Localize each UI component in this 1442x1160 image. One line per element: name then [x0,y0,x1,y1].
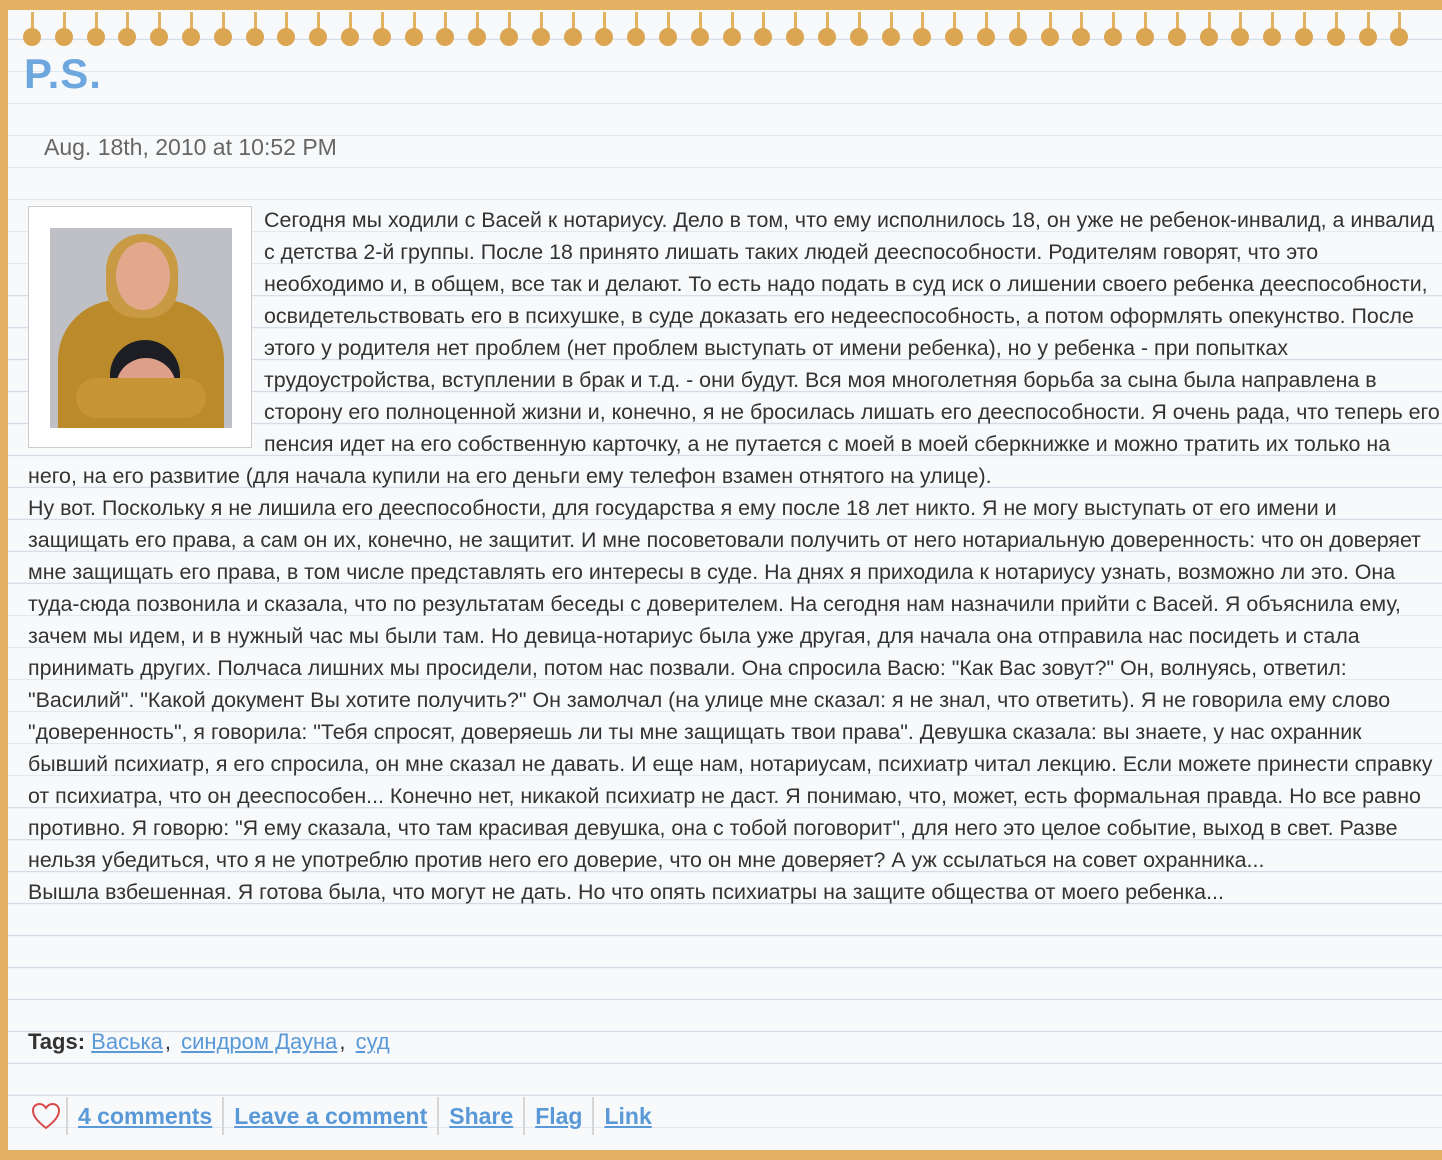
post-date: Aug. 18th, 2010 at 10:52 PM [44,134,337,160]
tag-link[interactable]: синдром Дауна [181,1029,338,1054]
binder-hole [1262,12,1282,48]
binder-hole [722,12,742,48]
post-paragraph: Вышла взбешенная. Я готова была, что могут не дать. Но что опять психиатры на защите общества от моего ребенка... [28,880,1224,904]
binder-hole [849,12,869,48]
tag-separator: , [339,1029,346,1054]
binder-hole [976,12,996,48]
binder-hole [276,12,296,48]
binder-hole [86,12,106,48]
binder-hole [531,12,551,48]
permalink-link[interactable]: Link [592,1097,661,1135]
binder-hole [181,12,201,48]
binder-hole [1008,12,1028,48]
binder-hole [658,12,678,48]
binder-hole [1230,12,1250,48]
heart-outline-icon[interactable] [26,1096,66,1136]
post-paragraph: Сегодня мы ходили с Васей к нотариусу. Дело в том, что ему исполнилось 18, он уже не ребенок-инвалид, а инвалид с детства 2-й группы. После 18 принято лишать таких людей дееспособности. Родителям говорят, что это необходимо и, в общем, все так и делают. То есть надо подать в суд иск о лишении своего ребенка дееспособности, освидетельствовать его в психушке, в суде доказать его недееспособность, а потом оформлять опекунство. После этого у родителя нет проблем (нет проблем выступать от имени ребенка), но у ребенка - при попытках трудоустройства, вступлении в брак и т.д. - они будут. Вся моя многолетняя борьба за сына была направлена в сторону его полноценной жизни и, конечно, я не бросилась лишать его дееспособности. Я очень рада, что теперь его пенсия идет на его собственную карточку, а не путается с моей в моей сберкнижке и можно тратить их только на него, на его развитие (для начала купили на его деньги ему телефон взамен отнятого на улице). [28,208,1440,488]
binder-hole [881,12,901,48]
journal-page [8,0,1442,1150]
binder-hole [435,12,455,48]
heart-svg [31,1102,61,1130]
binder-hole [1071,12,1091,48]
binder-hole [944,12,964,48]
tag-separator: , [164,1029,172,1054]
binder-hole [340,12,360,48]
flag-link[interactable]: Flag [523,1097,592,1135]
binder-hole [372,12,392,48]
binder-hole [753,12,773,48]
binder-hole [1135,12,1155,48]
binder-hole [213,12,233,48]
binder-hole [912,12,932,48]
leave-comment-link[interactable]: Leave a comment [222,1097,437,1135]
comments-link[interactable]: 4 comments [66,1097,222,1135]
post-actions [26,1096,662,1136]
tag-link[interactable]: суд [355,1029,390,1054]
binder-hole [117,12,137,48]
binder-hole [1358,12,1378,48]
top-border [8,0,1442,10]
binder-hole [1040,12,1060,48]
binder-hole [1326,12,1346,48]
tags-label: Tags: [28,1029,86,1054]
binder-hole [22,12,42,48]
share-link[interactable]: Share [437,1097,523,1135]
binder-hole [467,12,487,48]
binder-hole [404,12,424,48]
binder-hole [245,12,265,48]
binder-hole [1199,12,1219,48]
binder-hole [563,12,583,48]
binder-hole [690,12,710,48]
binder-hole [1294,12,1314,48]
binder-hole [626,12,646,48]
tags-row [28,1026,390,1058]
tag-link[interactable]: Васька [91,1029,163,1054]
binder-hole [1103,12,1123,48]
binder-hole [54,12,74,48]
binder-hole [817,12,837,48]
binder-holes [22,12,1442,52]
binder-hole [149,12,169,48]
post-paragraph: Ну вот. Поскольку я не лишила его дееспособности, для государства я ему после 18 лет никто. Я не могу выступать от его имени и защищать его права, а сам он их, конечно, не защитит. И мне посоветовали получить от него нотариальную доверенность: что он доверяет мне защищать его права, в том числе представлять его интересы в суде. На днях я приходила к нотариусу узнать, возможно ли это. Она туда-сюда позвонила и сказала, что по результатам беседы с доверителем. На сегодня нам назначили прийти с Васей. Я объяснила ему, зачем мы идем, и в нужный час мы были там. Но девица-нотариус была уже другая, для начала она отправила нас посидеть и стала принимать других. Полчаса лишних мы просидели, потом нас позвали. Она спросила Васю: "Как Вас зовут?" Он, волнуясь, ответил: "Василий". "Какой документ Вы хотите получить?" Он замолчал (на улице мне сказал: я не знал, что ответить). Я не говорила ему слово "доверенность", я говорила: "Тебя спросят, доверяешь ли ты мне защищать твои права". Девушка сказала: вы знаете, у нас охранник бывший психиатр, я его спросила, он мне сказал не давать. И еще нам, нотариусам, психиатр читал лекцию. Если можете принести справку от психиатра, что он дееспособен... Конечно нет, никакой психиатр не даст. Я понимаю, что, может, есть формальная правда. Но все равно противно. Я говорю: "Я ему сказала, что там красивая девушка, она с тобой поговорит", для него это целое событие, выход в свет. Разве нельзя убедиться, что я не употреблю против него его доверие, что он мне доверяет? А уж ссылаться на совет охранника... [28,496,1433,872]
binder-hole [308,12,328,48]
post-title[interactable]: P.S. [24,50,102,97]
binder-hole [1167,12,1187,48]
binder-hole [1389,12,1409,48]
post-body [28,204,1442,908]
binder-hole [785,12,805,48]
binder-hole [499,12,519,48]
binder-hole [594,12,614,48]
